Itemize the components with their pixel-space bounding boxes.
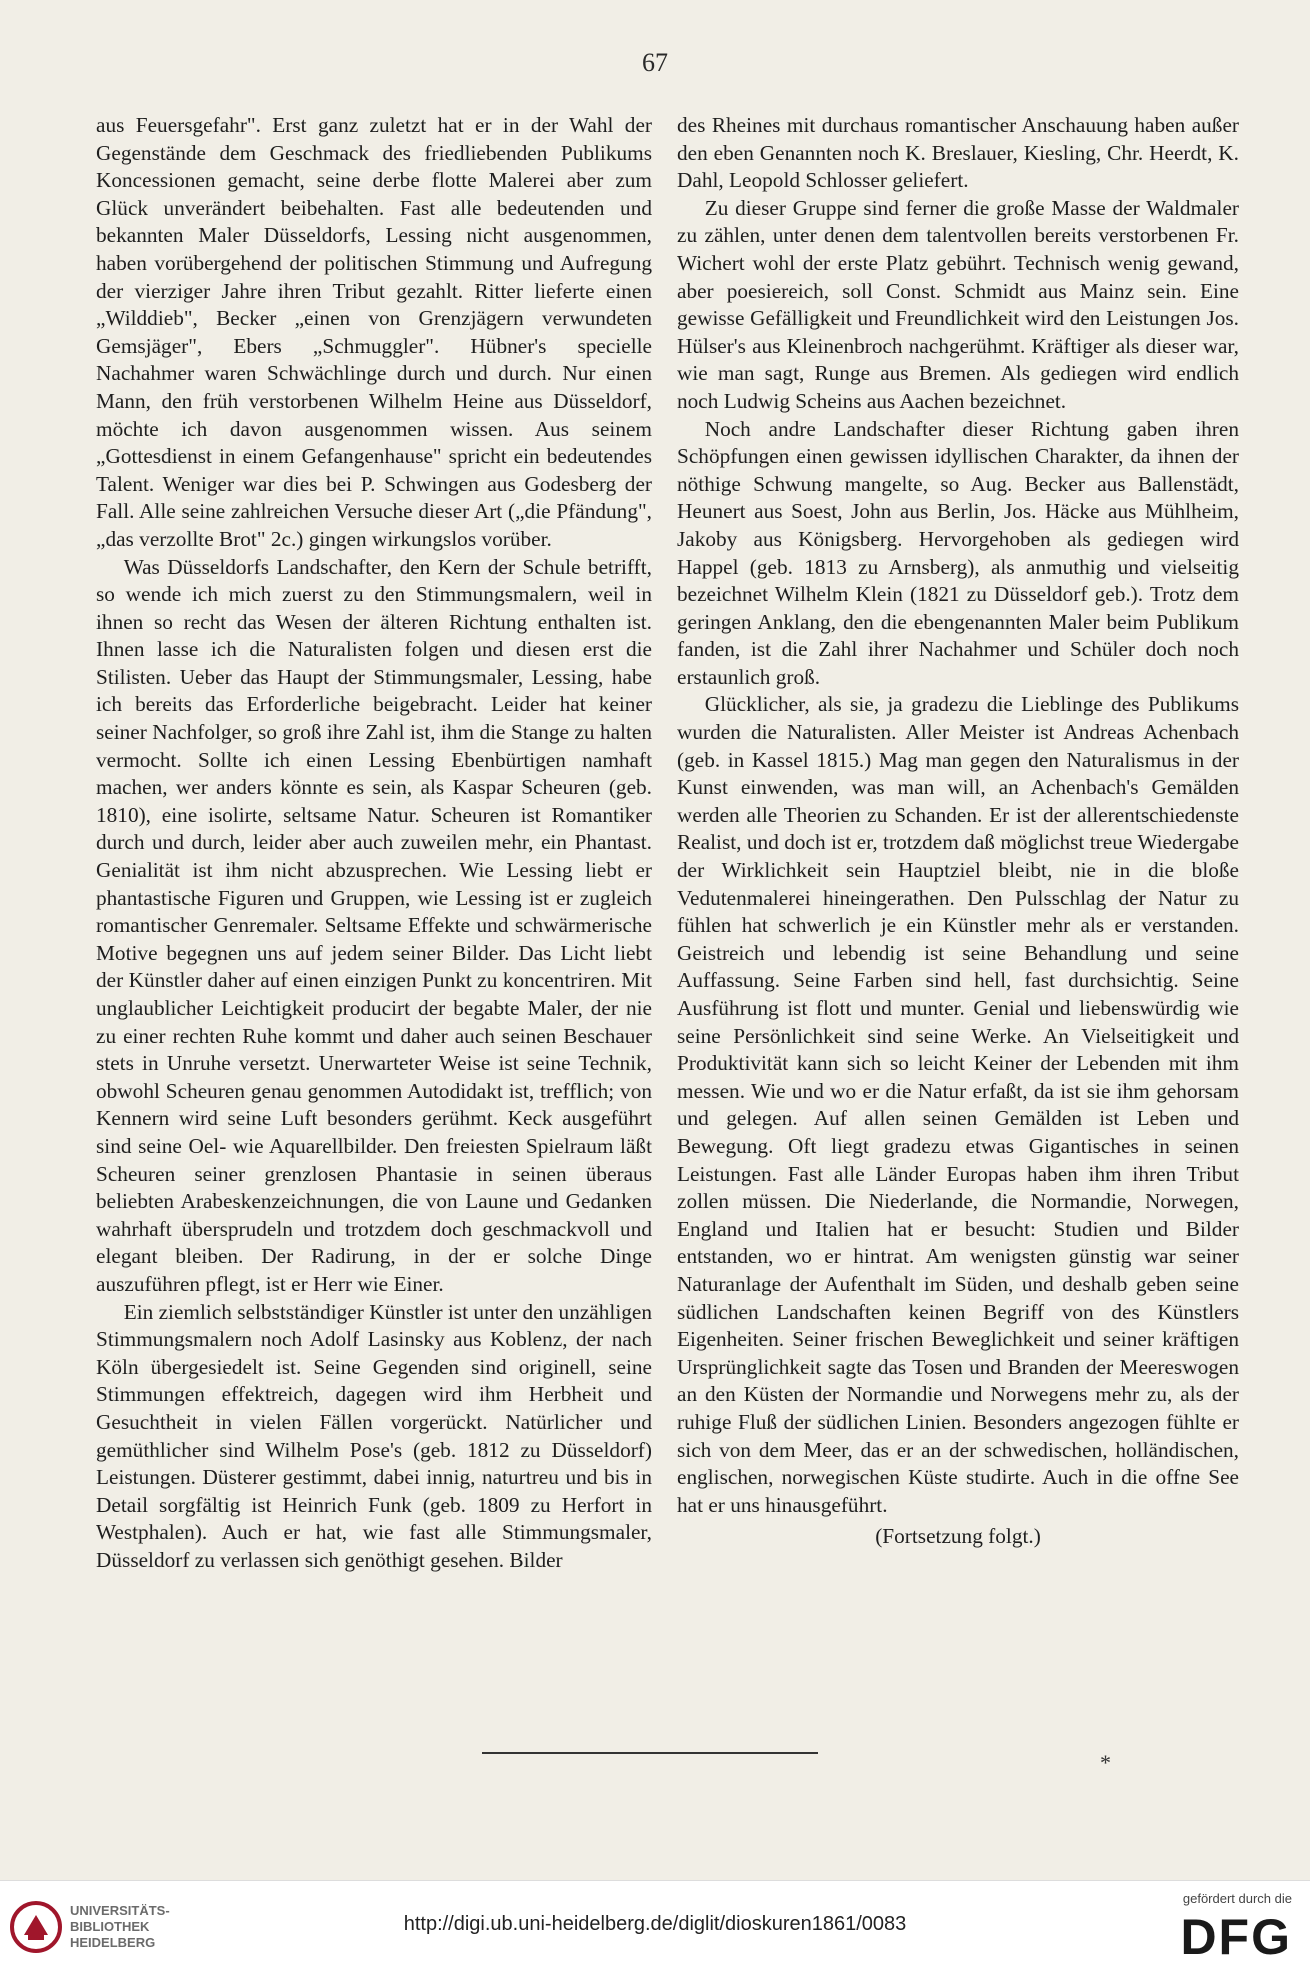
library-line: HEIDELBERG — [70, 1935, 156, 1950]
paragraph: des Rheines mit durchaus romantischer Anschauung haben außer den eben Genannten noch K. Breslauer, Kiesling, Chr. Heerdt, K. Dahl, Leopold Schlosser geliefert. — [677, 113, 1239, 193]
dfg-logo[interactable]: DFG — [1180, 1909, 1292, 1965]
left-column — [96, 112, 652, 1574]
continuation-note: (Fortsetzung folgt.) — [875, 1524, 1041, 1549]
page-number: 67 — [642, 48, 668, 77]
viewer-footer — [0, 1880, 1310, 1975]
paragraph: Zu dieser Gruppe sind ferner die große Masse der Waldmaler zu zählen, unter denen dem talentvollen bereits verstorbenen Fr. Wichert wohl der erste Platz gebührt. Technisch wenig gewand, aber poesiereich, soll Const. Schmidt aus Mainz sein. Eine gewisse Gefälligkeit und Freundlichkeit wird den Leistungen Jos. Hülser's aus Kleinenbroch nachgerühmt. Kräftiger als dieser war, wie man sagt, Runge aus Bremen. Als gediegen wird endlich noch Ludwig Scheins aus Aachen bezeichnet. — [677, 195, 1239, 413]
paragraph: Ein ziemlich selbstständiger Künstler ist unter den unzähligen Stimmungsmalern noch Adolf Lasinsky aus Koblenz, der nach Köln übergesiedelt ist. Seine Gegenden sind originell, seine Stimmungen effektreich, dagegen wird ihm Herbheit und Gesuchtheit in vielen Fällen vorgerückt. Natürlicher und gemüthlicher sind Wilhelm Pose's (geb. 1812 zu Düsseldorf) Leistungen. Düsterer gestimmt, dabei innig, naturtreu und bis in Detail sorgfältig ist Heinrich Funk (geb. 1809 zu Herfort in Westphalen). Auch er hat, wie fast alle Stimmungsmaler, Düsseldorf zu verlassen sich genöthigt gesehen. Bilder — [96, 1299, 652, 1572]
paragraph: Glücklicher, als sie, ja gradezu die Lieblinge des Publikums wurden die Naturalisten. Aller Meister ist Andreas Achenbach (geb. in Kassel 1815.) Mag man gegen den Naturalismus in der Kunst einwenden, was man will, an Achenbach's Gemälden werden alle Theorien zu Schanden. Er ist der allerentschiedenste Realist, und doch ist er, trotzdem daß möglichst treue Wiedergabe der Wirklichkeit sein Hauptziel bleibt, nie in die bloße Vedutenmalerei hineingerathen. Den Pulsschlag der Natur zu fühlen hat schwerlich je ein Künstler mehr als er verstanden. Geistreich und lebendig ist seine Behandlung und seine Auffassung. Seine Farben sind hell, fast durchsichtig. Seine Ausführung ist flott und munter. Genial und liebenswürdig wie seine Persönlichkeit sind seine Werke. An Vielseitigkeit und Produktivität kann sich so leicht Keiner der Lebenden mit ihm messen. Wie und wo er die Natur erfaßt, da ist sie ihm gehorsam und gelegen. Auf allen seinen Gemälden ist Leben und Bewegung. Oft liegt gradezu etwas Gigantisches in seinen Leistungen. Fast alle Länder Europas haben ihm ihren Tribut zollen müssen. Die Niederlande, die Normandie, Norwegen, England und Italien hat er besucht: Studien und Bilder entstanden, wo er hintrat. Am wenigsten günstig war seiner Naturanlage der Aufenthalt im Süden, und deshalb geben seine südlichen Landschaften keinen Begriff von des Künstlers Eigenheiten. Seiner frischen Beweglichkeit und seiner kräftigen Ursprünglichkeit sagte das Tosen und Branden der Meereswogen an den Küsten der Normandie und Norwegens mehr zu, als der ruhige Fluß der südlichen Linien. Besonders angezogen fühlte er sich von dem Meer, das er an der schwedischen, holländischen, englischen, norwegischen Küste studirte. Auch in die offne See hat er uns hinausgeführt. — [677, 692, 1239, 1517]
right-column — [677, 112, 1239, 1551]
permalink-url[interactable]: http://digi.ub.uni-heidelberg.de/diglit/dioskuren1861/0083 — [403, 1913, 907, 1935]
end-mark: * — [1100, 1750, 1111, 1775]
paragraph: Was Düsseldorfs Landschafter, den Kern der Schule betrifft, so wende ich mich zuerst zu den Stimmungsmalern, weil in ihnen so recht das Wesen der älteren Richtung enthalten ist. Ihnen lasse ich die Naturalisten folgen und diesen erst die Stilisten. Ueber das Haupt der Stimmungsmaler, Lessing, habe ich bereits das Erforderliche beigebracht. Leider hat keiner seiner Nachfolger, so groß ihre Zahl ist, ihm die Stange zu halten vermocht. Sollte ich einen Lessing Ebenbürtigen namhaft machen, wer anders könnte es sein, als Kaspar Scheuren (geb. 1810), eine isolirte, seltsame Natur. Scheuren ist Romantiker durch und durch, leider aber auch zuweilen mehr, ein Phantast. Genialität ist ihm nicht abzusprechen. Wie Lessing liebt er phantastische Figuren und Gruppen, wie Lessing ist er zugleich romantischer Genremaler. Seltsame Effekte und schwärmerische Motive begegnen uns auf jedem seiner Bilder. Das Licht liebt der Künstler daher auf einen einzigen Punkt zu koncentriren. Mit unglaublicher Leichtigkeit producirt der begabte Maler, der nie zu einer rechten Ruhe kommt und daher auch seinen Beschauer stets in Unruhe versetzt. Unerwarteter Weise ist seine Technik, obwohl Scheuren genau genommen Autodidakt ist, trefflich; von Kennern wird seine Luft besonders gerühmt. Keck ausgeführt sind seine Oel- wie Aquarellbilder. Den freiesten Spielraum läßt Scheuren seiner grenzlosen Phantasie in seinen überaus beliebten Arabeskenzeichnungen, die von Laune und Gedanken wahrhaft übersprudeln und trotzdem doch geschmackvoll und elegant bleiben. Der Radirung, in der er solche Dinge auszuführen pflegt, ist er Herr wie Einer. — [96, 554, 652, 1296]
library-line: UNIVERSITÄTS- — [70, 1903, 170, 1918]
paragraph: aus Feuersgefahr". Erst ganz zuletzt hat er in der Wahl der Gegenstände dem Geschmack des friedliebenden Publikums Koncessionen gemacht, seine derbe flotte Malerei aber zum Glück unverändert beibehalten. Fast alle bedeutenden und bekannten Maler Düsseldorfs, Lessing nicht ausgenommen, haben vorübergehend der politischen Stimmung und Aufregung der vierziger Jahre ihren Tribut gezahlt. Ritter lieferte einen „Wilddieb", Becker „einen von Grenzjägern verwundeten Gemsjäger", Ebers „Schmuggler". Hübner's specielle Nachahmer waren Schwächlinge durch und durch. Nur einen Mann, den früh verstorbenen Wilhelm Heine aus Düsseldorf, möchte ich davon ausgenommen wissen. Aus seinem „Gottesdienst in einem Gefangenhause" spricht ein bedeutendes Talent. Weniger war dies bei P. Schwingen aus Godesberg der Fall. Alle seine zahlreichen Versuche dieser Art („die Pfändung", „das verzollte Brot" 2c.) gingen wirkungslos vorüber. — [96, 113, 652, 551]
section-divider — [482, 1752, 818, 1754]
paragraph: Noch andre Landschafter dieser Richtung gaben ihren Schöpfungen einen gewissen idyllischen Charakter, da ihnen der nöthige Schwung mangelte, so Aug. Becker aus Ballenstädt, Heunert aus Soest, John aus Berlin, Jos. Häcke aus Mühlheim, Jakoby aus Königsberg. Hervorgehoben als gediegen wird Happel (geb. 1813 zu Arnsberg), als anmuthig und vielseitig bezeichnet Wilhelm Klein (1821 zu Düsseldorf geb.). Trotz dem geringen Anklang, den die ebengenannten Maler beim Publikum fanden, ist die Zahl ihrer Nachahmer und Schüler doch noch erstaunlich groß. — [677, 416, 1239, 689]
library-line: BIBLIOTHEK — [70, 1919, 150, 1934]
funded-by-text: gefördert durch die — [1182, 1891, 1292, 1906]
